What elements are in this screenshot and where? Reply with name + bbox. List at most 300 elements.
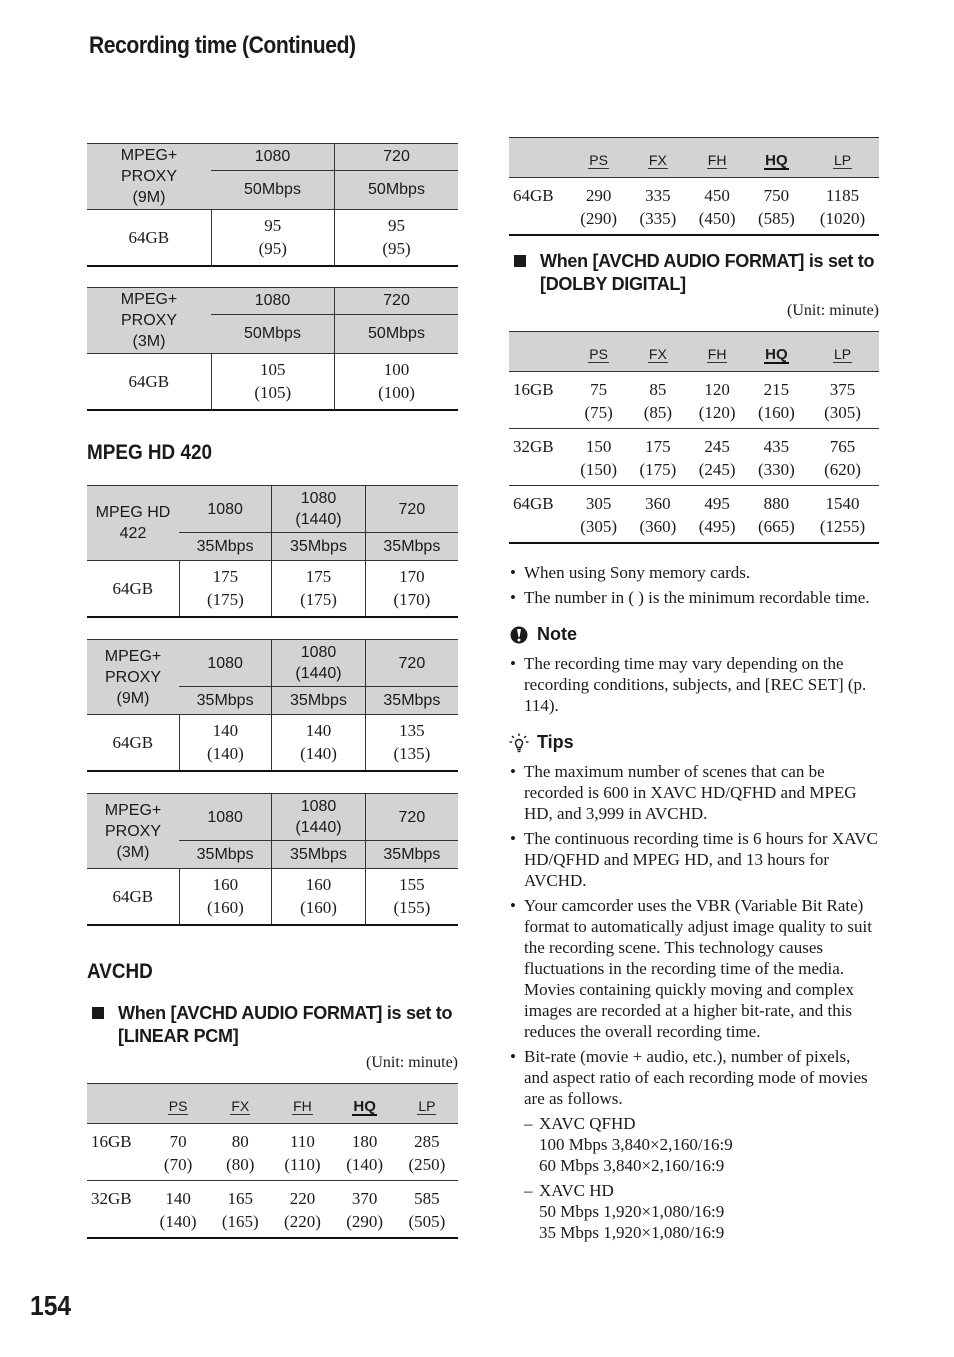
capacity-cell: 64GB [87, 210, 211, 267]
time-value: 305 [585, 494, 612, 513]
page-header: Recording time (Continued) [89, 32, 356, 59]
empty-header-cell [509, 138, 569, 178]
table-row [87, 715, 458, 772]
time-value: 215 [763, 380, 790, 399]
time-value: 450 [704, 186, 730, 205]
rec-mode-fx-icon: FX [648, 346, 667, 362]
table-header-row [87, 640, 458, 687]
cell-text-line: MPEG+ [104, 647, 162, 665]
mode-header-cell [147, 1084, 209, 1124]
rec-mode-hq-icon: HQ [765, 346, 788, 363]
time-cell [147, 1181, 209, 1239]
resolution-cell [179, 794, 272, 841]
table-header-row [87, 486, 458, 533]
format-spec: 100 Mbps 3,840×2,160/16:9 [539, 1135, 733, 1154]
table-row [87, 210, 458, 267]
bitrate-cell: 50Mbps [335, 170, 459, 209]
time-cell [747, 486, 806, 544]
time-value: 1185 [825, 186, 860, 205]
time-cell [211, 354, 335, 411]
mode-header-cell [688, 138, 747, 178]
square-bullet-icon [92, 1007, 104, 1019]
time-value: 100 [383, 360, 410, 379]
mode-header-cell [747, 332, 806, 372]
table-row [87, 561, 458, 618]
time-value: 750 [763, 186, 790, 205]
empty-header-cell [87, 1084, 147, 1124]
time-cell [147, 1124, 209, 1181]
cell-text-line: 1080 [207, 654, 243, 672]
empty-header-cell [509, 332, 569, 372]
resolution-cell [335, 144, 459, 171]
resolution-cell [365, 794, 458, 841]
rec-mode-lp-icon: LP [418, 1098, 436, 1114]
cell-text-line: (1440) [295, 665, 342, 682]
mode-header-cell [271, 1084, 333, 1124]
cell-text-line: 720 [383, 292, 410, 310]
cell-text-line: 1080 [300, 644, 337, 661]
min-time-value: (245) [698, 460, 736, 479]
cell-text-line: 1080 [207, 808, 243, 826]
mode-header-cell [688, 332, 747, 372]
time-value: 175 [212, 567, 239, 586]
time-cell [569, 429, 628, 486]
time-cell [628, 429, 687, 486]
time-cell [747, 429, 806, 486]
mode-header-cell [209, 1084, 271, 1124]
recording-time-table [87, 287, 458, 411]
cell-text-line: 720 [383, 148, 410, 166]
dolby-heading: When [AVCHD AUDIO FORMAT] is set to [DOLBY DIGITAL] [509, 250, 879, 296]
min-time-value: (95) [382, 239, 411, 258]
time-value: 95 [388, 216, 405, 235]
time-cell [569, 372, 628, 429]
time-cell [396, 1181, 458, 1239]
capacity-cell: 16GB [509, 372, 569, 429]
cell-text-line: MPEG+ [104, 801, 162, 819]
time-value: 105 [260, 360, 286, 379]
mpeg-hd-heading: MPEG HD 420 [87, 441, 213, 464]
format-item [524, 1180, 879, 1243]
min-time-value: (140) [300, 744, 337, 763]
resolution-cell [272, 640, 366, 687]
min-time-value: (160) [300, 898, 337, 917]
list-item: • Bit-rate (movie + audio, etc.), number of pixels, and aspect ratio of each recording mode of movies are as follows. [509, 1046, 879, 1109]
bitrate-cell: 35Mbps [179, 687, 272, 715]
time-value: 180 [351, 1132, 378, 1151]
time-value: 880 [763, 494, 790, 513]
mode-header-cell [806, 332, 879, 372]
list-item: • The continuous recording time is 6 hours for XAVC HD/QFHD and MPEG HD, and 13 hours for AVCHD. [509, 828, 879, 891]
list-item: • The number in ( ) is the minimum recordable time. [509, 587, 879, 608]
rec-mode-fh-icon: FH [293, 1098, 312, 1114]
cell-text-line: PROXY [120, 168, 177, 185]
capacity-cell: 16GB [87, 1124, 147, 1181]
time-value: 150 [585, 437, 612, 456]
min-time-value: (175) [206, 590, 244, 609]
time-cell [365, 715, 458, 772]
bitrate-cell: 35Mbps [365, 841, 458, 869]
rec-mode-ps-icon: PS [168, 1098, 188, 1114]
time-value: 165 [227, 1189, 254, 1208]
avchd-time-table [87, 1083, 458, 1239]
table-row [87, 869, 458, 926]
mpeg-hd-tables [87, 485, 458, 926]
dash-glyph: – [524, 1181, 533, 1200]
min-time-value: (165) [221, 1212, 259, 1231]
mpeg-proxy-tables [87, 143, 458, 411]
time-cell [179, 715, 272, 772]
cell-text-line: (9M) [116, 689, 150, 707]
table-header-row [87, 794, 458, 841]
cell-text-line: MPEG+ [120, 147, 178, 164]
time-cell [211, 210, 335, 267]
cell-text-line: 1080 [300, 798, 337, 815]
table-header-row [87, 288, 458, 315]
time-value: 375 [829, 380, 856, 399]
tips-heading: Tips [509, 732, 879, 753]
time-cell [806, 178, 879, 236]
note-list [509, 653, 879, 716]
bitrate-cell: 35Mbps [365, 687, 458, 715]
time-value: 765 [829, 437, 856, 456]
resolution-cell [179, 486, 272, 533]
resolution-cell [211, 288, 335, 315]
min-time-value: (150) [580, 460, 618, 479]
cell-text-line: PROXY [104, 668, 161, 686]
mode-header-cell [806, 138, 879, 178]
time-cell [628, 486, 687, 544]
time-cell [688, 486, 747, 544]
min-time-value: (585) [757, 209, 795, 228]
time-cell [209, 1181, 271, 1239]
time-value: 220 [289, 1189, 316, 1208]
list-item: • Your camcorder uses the VBR (Variable Bit Rate) format to automatically adjust image quality to suit the recording scene. This technology causes fluctuations in the recording time of the media. Movies containing quickly moving and complex images are recorded at a higher bit-rate, and this reduces the overall recording time. [509, 895, 879, 1042]
resolution-cell [211, 144, 335, 171]
recording-time-table [87, 485, 458, 618]
table-header-row [87, 144, 458, 171]
cell-text-line: 1080 [254, 148, 291, 166]
bitrate-cell: 35Mbps [179, 533, 272, 561]
mode-label-cell [87, 640, 179, 715]
time-value: 140 [165, 1189, 191, 1208]
min-time-value: (160) [757, 403, 795, 422]
time-value: 135 [399, 721, 425, 740]
time-value: 160 [212, 875, 239, 894]
mode-header-cell [628, 332, 687, 372]
bitrate-cell: 50Mbps [211, 314, 335, 353]
mode-header-row [509, 332, 879, 372]
rec-mode-fh-icon: FH [707, 346, 727, 362]
min-time-value: (105) [254, 383, 292, 402]
time-cell [179, 561, 272, 618]
mode-header-row [87, 1084, 458, 1124]
time-cell [272, 561, 366, 618]
time-cell [806, 372, 879, 429]
bitrate-cell: 50Mbps [335, 314, 459, 353]
bitrate-cell: 35Mbps [365, 533, 458, 561]
mode-header-cell [334, 1084, 396, 1124]
time-cell [569, 178, 628, 236]
avchd-time-table [509, 331, 879, 544]
unit-label: (Unit: minute) [787, 302, 879, 319]
table-row [509, 486, 879, 544]
time-cell [271, 1181, 333, 1239]
mode-header-cell [628, 138, 687, 178]
resolution-cell [335, 288, 459, 315]
mode-header-cell [569, 138, 628, 178]
capacity-cell: 32GB [87, 1181, 147, 1239]
min-time-value: (290) [580, 209, 618, 228]
capacity-cell: 64GB [87, 354, 211, 411]
format-name: XAVC HD [539, 1181, 614, 1200]
time-cell [334, 1181, 396, 1239]
bitrate-cell: 35Mbps [272, 533, 366, 561]
cell-text-line: 1080 [207, 500, 243, 518]
mode-header-cell [747, 138, 806, 178]
time-value: 360 [645, 494, 671, 513]
time-value: 160 [305, 875, 332, 894]
min-time-value: (290) [346, 1212, 384, 1231]
min-time-value: (85) [643, 403, 673, 422]
time-value: 140 [212, 721, 239, 740]
lightbulb-icon [509, 733, 529, 753]
cell-text-line: 720 [398, 808, 426, 826]
bitrate-cell: 35Mbps [272, 841, 366, 869]
time-value: 175 [645, 437, 671, 456]
time-cell [628, 178, 687, 236]
unit-label: (Unit: minute) [366, 1054, 458, 1071]
rec-mode-lp-icon: LP [833, 152, 852, 168]
time-value: 1540 [825, 494, 860, 513]
min-time-value: (110) [284, 1155, 321, 1174]
rec-mode-fx-icon: FX [231, 1098, 250, 1114]
min-time-value: (155) [393, 898, 431, 917]
tips-list [509, 761, 879, 1109]
capacity-cell: 64GB [87, 869, 179, 926]
mode-label-cell [87, 144, 211, 210]
min-time-value: (1020) [819, 209, 866, 228]
min-time-value: (140) [346, 1155, 384, 1174]
time-value: 290 [585, 186, 612, 205]
avchd-heading: AVCHD [87, 960, 153, 983]
time-value: 175 [305, 567, 332, 586]
recording-time-table [87, 793, 458, 926]
time-cell [806, 486, 879, 544]
rec-mode-hq-icon: HQ [765, 152, 788, 169]
bitrate-cell: 35Mbps [272, 687, 366, 715]
rec-mode-hq-icon: HQ [353, 1098, 376, 1115]
table-row [509, 429, 879, 486]
rec-mode-lp-icon: LP [833, 346, 852, 362]
time-value: 140 [305, 721, 332, 740]
capacity-cell: 64GB [509, 178, 569, 236]
time-cell [271, 1124, 333, 1181]
table-row [87, 1124, 458, 1181]
cell-text-line: (3M) [132, 333, 166, 350]
mode-header-cell [569, 332, 628, 372]
table-row [87, 354, 458, 411]
mode-header-row [509, 138, 879, 178]
table-row [509, 372, 879, 429]
format-spec: 35 Mbps 1,920×1,080/16:9 [539, 1223, 725, 1242]
time-value: 495 [704, 494, 730, 513]
time-cell [365, 869, 458, 926]
rec-mode-fh-icon: FH [707, 152, 727, 168]
min-time-value: (250) [408, 1155, 446, 1174]
min-time-value: (175) [300, 590, 337, 609]
page-number: 154 [30, 1290, 72, 1321]
time-value: 435 [763, 437, 790, 456]
rec-mode-fx-icon: FX [648, 152, 667, 168]
time-value: 75 [590, 380, 608, 399]
resolution-cell [272, 794, 366, 841]
cell-text-line: (1440) [295, 819, 342, 836]
rec-mode-ps-icon: PS [589, 346, 608, 362]
min-time-value: (175) [639, 460, 677, 479]
min-time-value: (665) [757, 517, 795, 536]
dash-glyph: – [524, 1114, 533, 1133]
min-time-value: (140) [159, 1212, 197, 1231]
min-time-value: (360) [639, 517, 677, 536]
time-cell [569, 486, 628, 544]
time-cell [688, 178, 747, 236]
mode-header-cell [396, 1084, 458, 1124]
min-time-value: (305) [824, 403, 861, 422]
note-icon [509, 625, 529, 645]
min-time-value: (495) [698, 517, 736, 536]
min-time-value: (100) [378, 383, 415, 402]
format-spec: 60 Mbps 3,840×2,160/16:9 [539, 1156, 725, 1175]
bitrate-cell: 35Mbps [179, 841, 272, 869]
time-value: 70 [169, 1132, 187, 1151]
time-value: 585 [414, 1189, 440, 1208]
min-time-value: (620) [824, 460, 861, 479]
cell-text-line: PROXY [120, 312, 177, 329]
cell-text-line: 1080 [254, 292, 291, 310]
dolby-digital-table [509, 331, 879, 544]
time-cell [209, 1124, 271, 1181]
min-time-value: (75) [584, 403, 613, 422]
time-cell [335, 210, 459, 267]
min-time-value: (305) [580, 517, 618, 536]
min-time-value: (330) [757, 460, 795, 479]
time-cell [365, 561, 458, 618]
time-value: 95 [264, 216, 282, 235]
capacity-cell: 64GB [87, 715, 179, 772]
format-item [524, 1113, 879, 1176]
time-cell [335, 354, 459, 411]
mode-label-cell [87, 794, 179, 869]
min-time-value: (120) [698, 403, 736, 422]
mode-label-cell [87, 288, 211, 354]
format-spec: 50 Mbps 1,920×1,080/16:9 [539, 1202, 725, 1221]
min-time-value: (135) [393, 744, 431, 763]
avchd-time-table [509, 137, 879, 236]
time-cell [747, 372, 806, 429]
cell-text-line: 1080 [300, 490, 337, 507]
time-cell [806, 429, 879, 486]
min-time-value: (160) [206, 898, 244, 917]
cell-text-line: 720 [398, 654, 426, 672]
list-item: • The maximum number of scenes that can be recorded is 600 in XAVC HD/QFHD and MPEG HD, and 3,999 in AVCHD. [509, 761, 879, 824]
cell-text-line: MPEG HD [95, 504, 171, 521]
time-cell [334, 1124, 396, 1181]
linear-pcm-table [87, 1083, 458, 1239]
bitrate-cell: 50Mbps [211, 170, 335, 209]
time-cell [179, 869, 272, 926]
cell-text-line: 422 [119, 525, 147, 542]
time-cell [396, 1124, 458, 1181]
linear-pcm-heading: When [AVCHD AUDIO FORMAT] is set to [LINEAR PCM] [87, 1002, 458, 1048]
min-time-value: (170) [393, 590, 431, 609]
time-cell [272, 869, 366, 926]
time-cell [628, 372, 687, 429]
time-value: 120 [704, 380, 730, 399]
note-heading: Note [509, 624, 879, 645]
mode-label-cell [87, 486, 179, 561]
time-value: 155 [399, 875, 425, 894]
min-time-value: (220) [284, 1212, 321, 1231]
cell-text-line: 720 [398, 500, 426, 518]
cell-text-line: PROXY [104, 822, 161, 840]
recording-time-table [87, 143, 458, 267]
time-cell [272, 715, 366, 772]
list-item: • The recording time may vary depending on the recording conditions, subjects, and [REC SET] (p. 114). [509, 653, 879, 716]
rec-mode-ps-icon: PS [589, 152, 608, 168]
min-time-value: (1255) [819, 517, 866, 536]
capacity-cell: 64GB [509, 486, 569, 544]
time-value: 335 [645, 186, 671, 205]
resolution-cell [272, 486, 366, 533]
format-name: XAVC QFHD [539, 1114, 636, 1133]
left-column [87, 143, 458, 1239]
time-value: 370 [351, 1189, 378, 1208]
table-row [87, 1181, 458, 1239]
resolution-cell [365, 486, 458, 533]
cell-text-line: (1440) [295, 511, 342, 528]
min-time-value: (140) [206, 744, 244, 763]
right-column [509, 137, 879, 1247]
cell-text-line: (9M) [132, 189, 166, 206]
time-value: 85 [649, 380, 667, 399]
time-value: 285 [414, 1132, 440, 1151]
list-item: • When using Sony memory cards. [509, 562, 879, 583]
capacity-cell: 64GB [87, 561, 179, 618]
time-value: 170 [399, 567, 425, 586]
format-list [509, 1113, 879, 1243]
recording-time-table [87, 639, 458, 772]
time-value: 80 [231, 1132, 249, 1151]
footnote-list [509, 562, 879, 608]
square-bullet-icon [514, 255, 526, 267]
resolution-cell [179, 640, 272, 687]
avchd-64gb-table [509, 137, 879, 236]
time-value: 245 [704, 437, 730, 456]
cell-text-line: (3M) [116, 843, 150, 861]
table-row [509, 178, 879, 236]
min-time-value: (335) [639, 209, 677, 228]
capacity-cell: 32GB [509, 429, 569, 486]
min-time-value: (95) [258, 239, 287, 258]
time-cell [688, 372, 747, 429]
resolution-cell [365, 640, 458, 687]
min-time-value: (70) [163, 1155, 193, 1174]
cell-text-line: MPEG+ [120, 291, 178, 308]
time-cell [688, 429, 747, 486]
min-time-value: (505) [408, 1212, 446, 1231]
min-time-value: (450) [698, 209, 736, 228]
